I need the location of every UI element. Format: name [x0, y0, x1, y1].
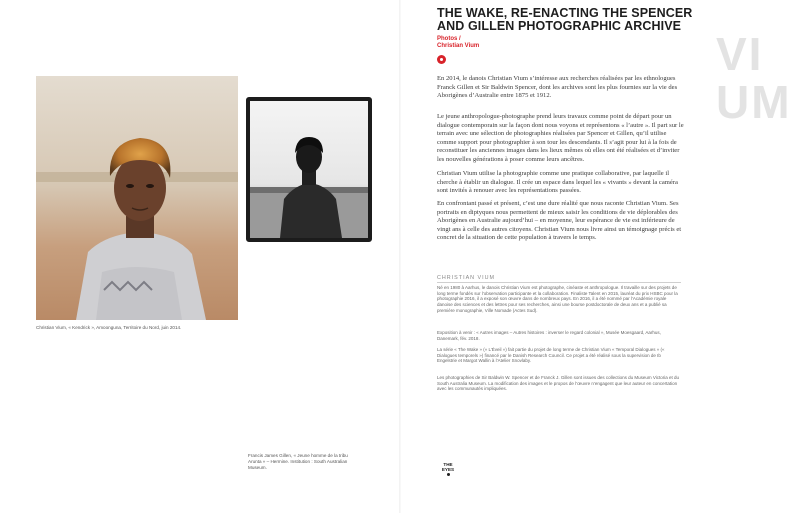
bio-paragraph-1: Né en 1980 à Aarhus, le danois Christian Vium est photographe, cinéaste et anthropologue. Il travaille sur des projets de long terme fondés sur l’observation participante et la collaboration. Finaliste Talent en 2015, lauréat du prix HSBC pour la photographie 2016, il a exposé son œuvre dans de nombreux pays. En 2016, il a été nommé par l’Académie royale danoise des sciences et des lettres pour ses recherches, ainsi une bourse postdoctorale de deux ans et a publié sa première monographie, Ville Nomade (Actes Sud). [437, 285, 678, 313]
bio-paragraph-2: Exposition à venir : « Autres images – Autres histoires : inverser le regard colonial », Musée Moesgaard, Aarhus, Danemark, fév. 2018. [437, 330, 661, 341]
bio-paragraph-4: Les photographies de Sir Baldwin W. Spencer et de Franck J. Gillen sont issues des collections du Museum Victoria et du South Australia Museum. La modification des images et le propos de l’œuvre n’engagent que leur auteur en concertation avec les communautés impliquées. [437, 375, 680, 392]
archive-photo-gillen [246, 97, 372, 242]
page-gutter [399, 0, 401, 513]
the-eyes-logo [441, 462, 455, 476]
portrait-illustration [36, 76, 238, 320]
bio-paragraph-3: La série « The Wake » (« L’Éveil ») fait partie du projet de long terme de Christian Vium « Temporal Dialogues » (« Dialogues temporels ») financé par le Danish Research Council. Ce projet a été réalisé sous la supervision de Ib Engelstrie et Margot Wallin à l’Atelier Snovlaby. [437, 347, 665, 364]
photo-credit-label: Photos / [437, 36, 461, 42]
photo-caption-gillen: Francis James Gillen, « Jeune homme de la tribu Arunta » – Hermine. Institution : South Australian Museum. [248, 453, 348, 470]
logo-line-1: THE [443, 462, 453, 467]
body-paragraph-3: Christian Vium utilise la photographie comme une pratique collaborative, par laquelle il cherche à établir un dialogue. Il crée un espace dans lequel les « vivants » devant la caméra sont invités à renouer avec les représentations passées. [437, 170, 678, 195]
body-paragraph-1: En 2014, le danois Christian Vium s’intéresse aux recherches réalisées par les ethnologues Franck Gillen et Sir Baldwin Spencer, dont les archives sont les plus fournies sur la vie des Aborigènes d’Australie entre 1875 et 1912. [437, 75, 678, 100]
portrait-photo-kendrick [36, 76, 238, 320]
body-paragraph-4: En confrontant passé et présent, c’est une dure réalité que nous raconte Christian Vium. Ses portraits en diptyques nous permettent de mieux saisir les conditions de vie déplorables des Aborigènes en Australie aujourd’hui – en moyenne, leur espérance de vie est inférieure de vingt ans à celle des autres citoyens. Christian Vium nous livre ainsi un témoignage précis et concret de la situation de cette population à travers le temps. [437, 200, 682, 242]
photo-caption-kendrick: Christian Vium, « Kendrick », Amoonguna, Territoire du Nord, juin 2014. [36, 325, 182, 330]
bio-heading: CHRISTIAN VIUM [437, 275, 496, 281]
logo-dot-icon [447, 473, 450, 476]
article-title: THE WAKE, RE-ENACTING THE SPENCER AND GILLEN PHOTOGRAPHIC ARCHIVE [437, 6, 693, 33]
photo-credit-name: Christian Vium [437, 43, 480, 49]
red-circle-icon [437, 55, 446, 64]
bio-divider [437, 282, 681, 283]
logo-line-2: EYES [441, 467, 455, 472]
body-paragraph-2: Le jeune anthropologue-photographe prend leurs travaux comme point de départ pour un dialogue contemporain sur la façon dont nous voyons et représentons « l’autre ». Il part sur le terrain avec une sélection de photographies réalisées par Spencer et Gillen, qu’il utilise comme support pour photographier à son tour les descendants. Il s’agit pour lui à la fois de reconstituer les anciennes images dans les lieux mêmes où elles ont été réalisées et d’inviter les nouvelles générations à poser comme leurs ancêtres. [437, 113, 684, 163]
decorative-name-letters: VI UM [716, 28, 792, 128]
archive-illustration [250, 101, 368, 238]
